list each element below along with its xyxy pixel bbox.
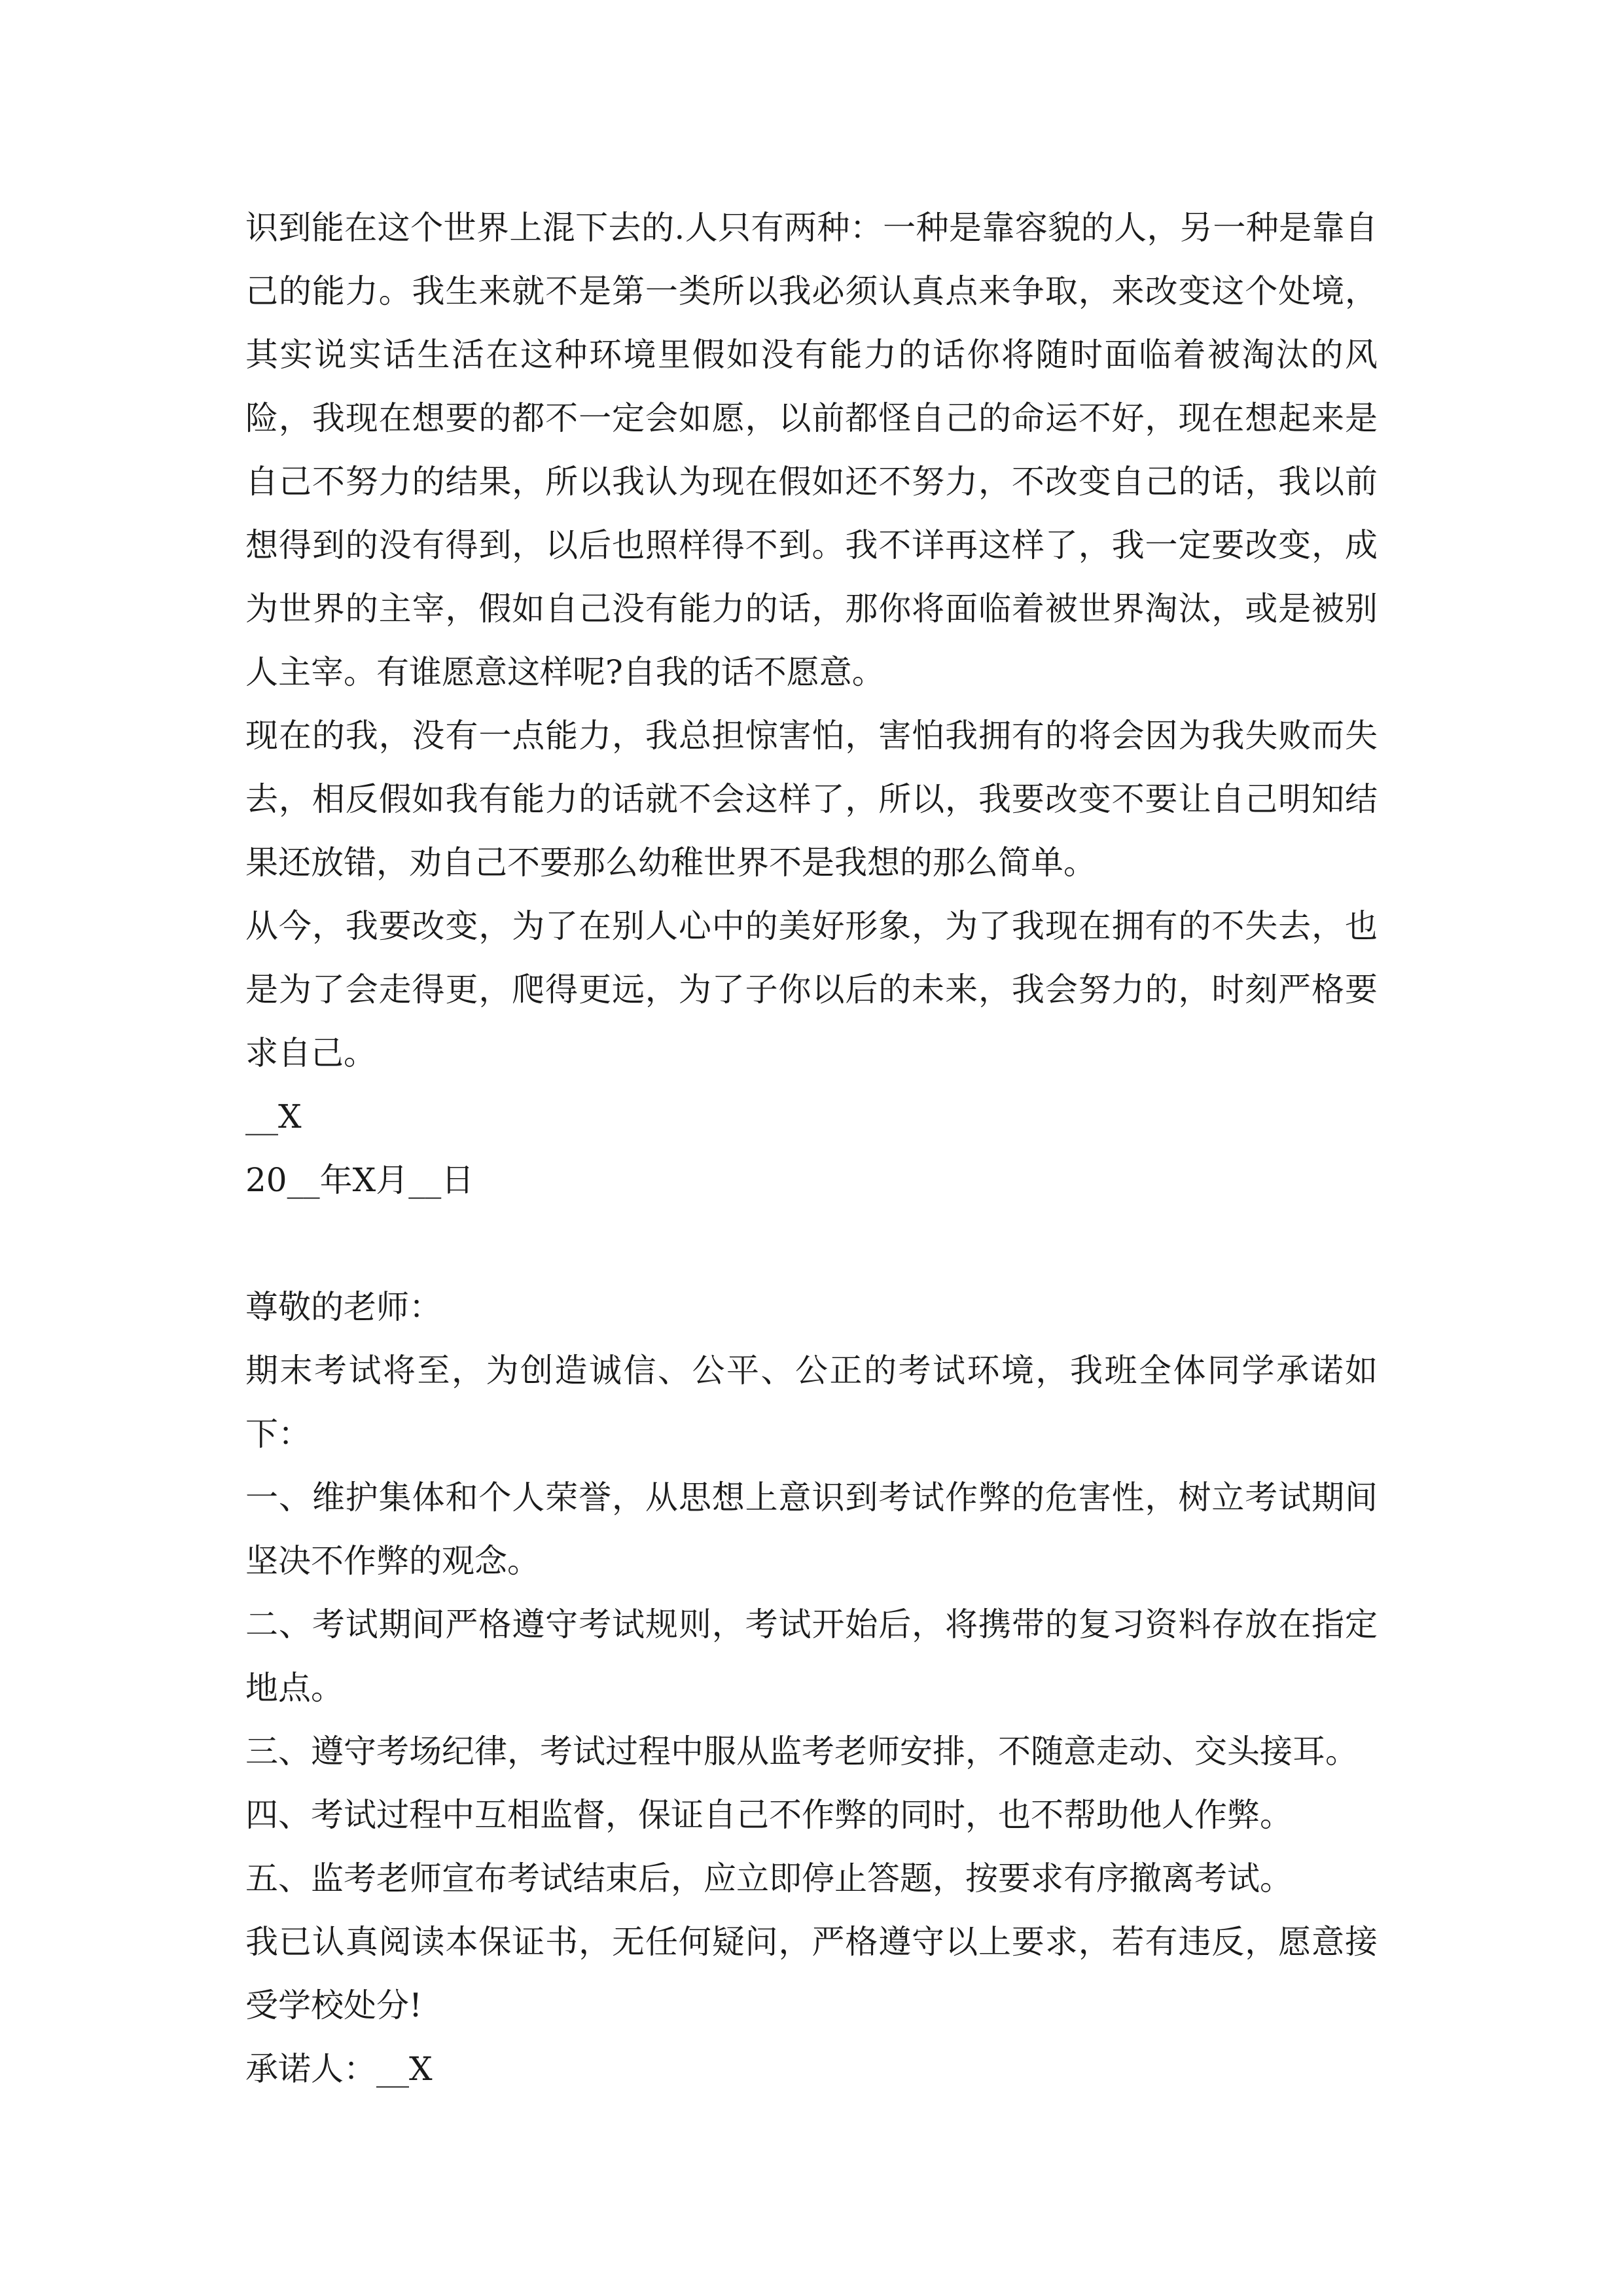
letter1-signature: __X (245, 1098, 302, 1136)
letter2-intro: 期末考试将至，为创造诚信、公平、公正的考试环境，我班全体同学承诺如下： (245, 1352, 1378, 1453)
letter1-paragraph-3: 从今，我要改变，为了在别人心中的美好形象，为了我现在拥有的不失去，也是为了会走得更，爬得更远，为了子你以后的未来，我会努力的，时刻严格要求自己。 (245, 907, 1378, 1072)
letter2-item-2: 二、考试期间严格遵守考试规则，考试开始后，将携带的复习资料存放在指定地点。 (245, 1605, 1378, 1707)
letter2-item-3: 三、遵守考场纪律，考试过程中服从监考老师安排，不随意走动、交头接耳。 (245, 1732, 1358, 1770)
letter1-date: 20__年X月__日 (245, 1161, 474, 1199)
section-gap (245, 1212, 1378, 1276)
letter2-closing: 我已认真阅读本保证书，无任何疑问，严格遵守以上要求，若有违反，愿意接受学校处分! (245, 1923, 1378, 2024)
document-body (245, 196, 1378, 2101)
letter2-item-1: 一、维护集体和个人荣誉，从思想上意识到考试作弊的危害性，树立考试期间坚决不作弊的观念。 (245, 1479, 1378, 1580)
letter2-item-5: 五、监考老师宣布考试结束后，应立即停止答题，按要求有序撤离考试。 (245, 1859, 1293, 1897)
letter2-signer: 承诺人：__X (245, 2050, 433, 2088)
letter2-item-4: 四、考试过程中互相监督，保证自己不作弊的同时，也不帮助他人作弊。 (245, 1796, 1293, 1834)
letter1-paragraph-1: 识到能在这个世界上混下去的.人只有两种：一种是靠容貌的人，另一种是靠自己的能力。我生来就不是第一类所以我必须认真点来争取，来改变这个处境，其实说实话生活在这种环境里假如没有能力的话你将随时面临着被淘汰的风险，我现在想要的都不一定会如愿，以前都怪自己的命运不好，现在想起来是自己不努力的结果，所以我认为现在假如还不努力，不改变自己的话，我以前想得到的没有得到，以后也照样得不到。我不详再这样了，我一定要改变，成为世界的主宰，假如自己没有能力的话，那你将面临着被世界淘汰，或是被别人主宰。有谁愿意这样呢?自我的话不愿意。 (245, 209, 1378, 691)
letter1-paragraph-2: 现在的我，没有一点能力，我总担惊害怕，害怕我拥有的将会因为我失败而失去，相反假如我有能力的话就不会这样了，所以，我要改变不要让自己明知结果还放错，劝自己不要那么幼稚世界不是我想的那么简单。 (245, 717, 1378, 882)
letter2-salutation: 尊敬的老师： (245, 1288, 442, 1326)
